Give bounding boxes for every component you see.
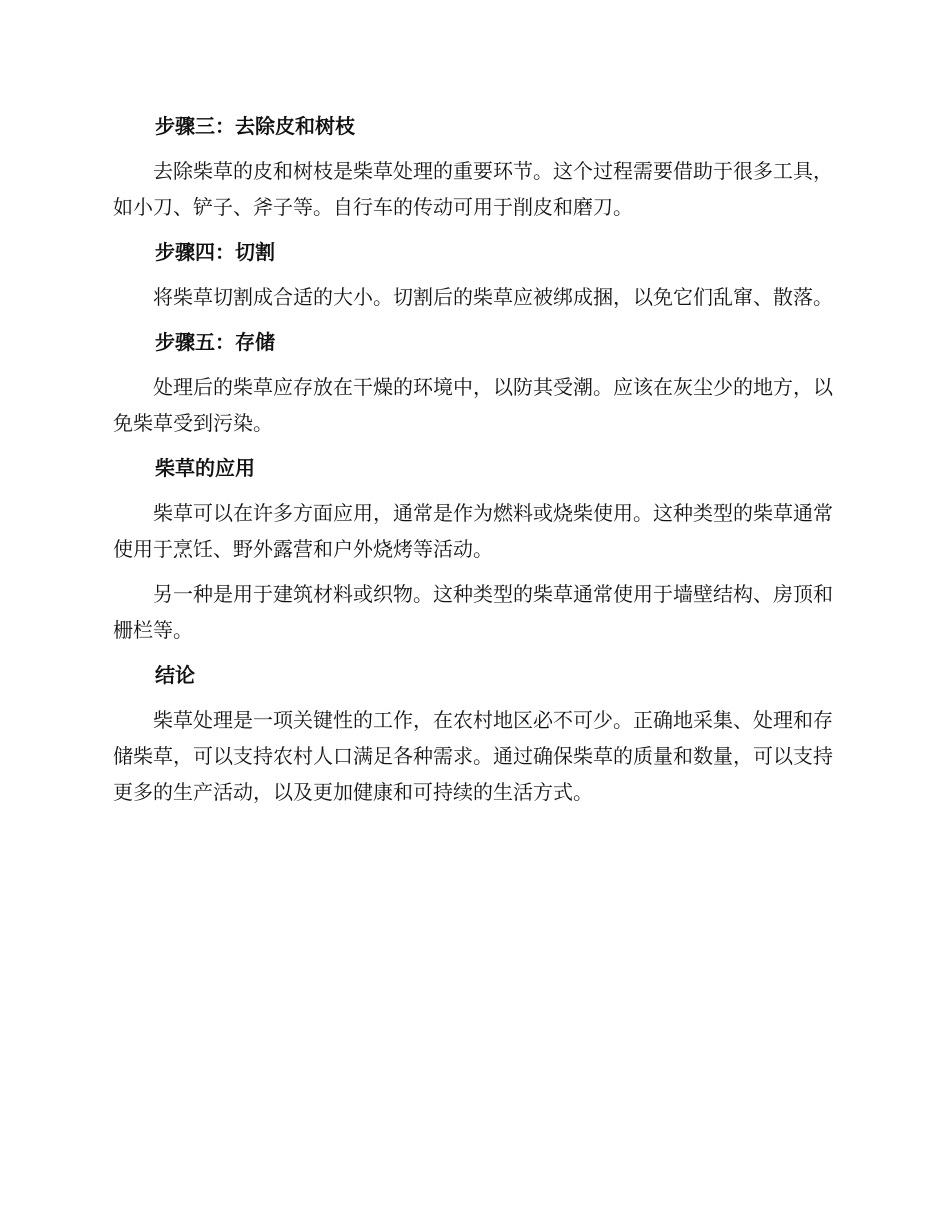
section-heading-conclusion: 结论 bbox=[155, 663, 195, 687]
section-heading-step-5: 步骤五：存储 bbox=[155, 330, 275, 354]
section-heading-step-4: 步骤四：切割 bbox=[155, 240, 275, 264]
paragraph-step-4: 将柴草切割成合适的大小。切割后的柴草应被绑成捆，以免它们乱窜、散落。 bbox=[153, 285, 833, 309]
paragraph-applications-1: 柴草可以在许多方面应用，通常是作为燃料或烧柴使用。这种类型的柴草通常使用于烹饪、野外露营和户外烧烤等活动。 bbox=[113, 501, 833, 561]
section-heading-applications: 柴草的应用 bbox=[155, 456, 255, 480]
paragraph-step-3: 去除柴草的皮和树枝是柴草处理的重要环节。这个过程需要借助于很多工具，如小刀、铲子、斧子等。自行车的传动可用于削皮和磨刀。 bbox=[113, 159, 833, 219]
paragraph-step-5: 处理后的柴草应存放在干燥的环境中，以防其受潮。应该在灰尘少的地方，以免柴草受到污染。 bbox=[113, 375, 833, 435]
paragraph-applications-2: 另一种是用于建筑材料或织物。这种类型的柴草通常使用于墙壁结构、房顶和栅栏等。 bbox=[113, 582, 833, 642]
section-heading-step-3: 步骤三：去除皮和树枝 bbox=[155, 114, 355, 138]
paragraph-conclusion: 柴草处理是一项关键性的工作，在农村地区必不可少。正确地采集、处理和存储柴草，可以支持农村人口满足各种需求。通过确保柴草的质量和数量，可以支持更多的生产活动，以及更加健康和可持续的生活方式。 bbox=[113, 708, 833, 804]
document-body bbox=[113, 108, 833, 819]
